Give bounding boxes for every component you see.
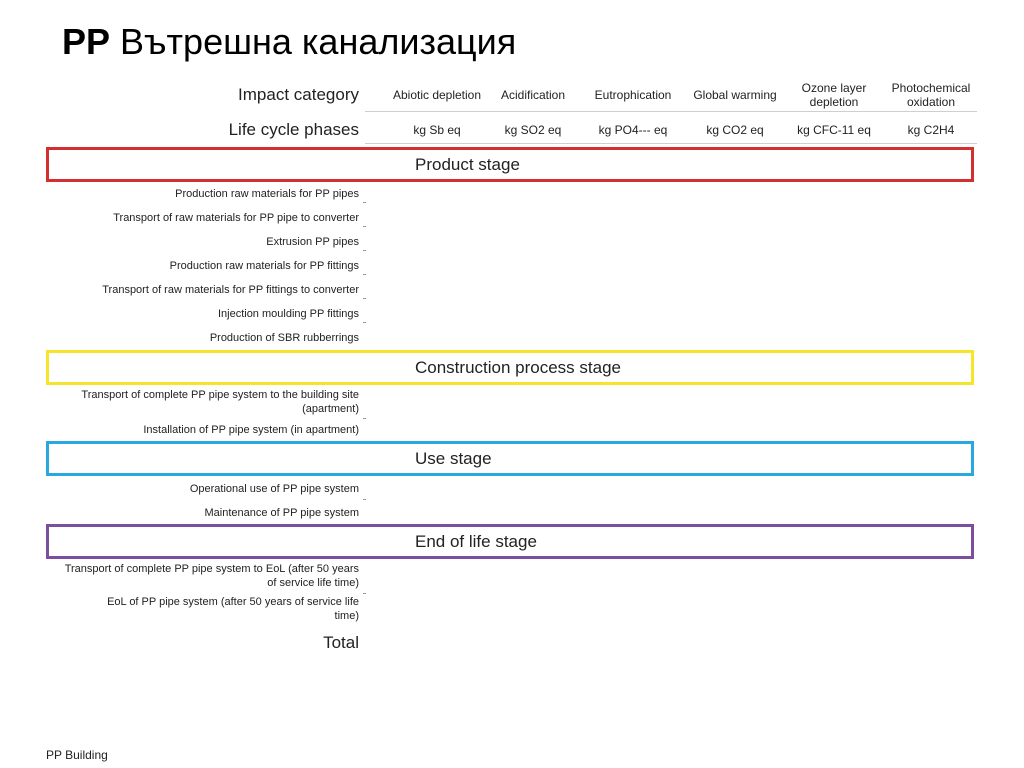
row-transport-to-eol: Transport of complete PP pipe system to EoL (after 50 years of service life time) <box>64 563 359 589</box>
end-of-life-stage-box <box>46 524 974 559</box>
row-transport-raw-materials-pp-pipe: Transport of raw materials for PP pipe to converter <box>113 212 359 224</box>
unit-eutrophication: kg PO4--- eq <box>598 123 668 137</box>
col-photochemical-oxidation: Photochemical oxidation <box>891 81 971 109</box>
row-tick <box>363 250 366 251</box>
header-divider <box>365 111 977 112</box>
row-tick <box>363 593 366 594</box>
unit-acidification: kg SO2 eq <box>504 123 562 137</box>
life-cycle-phases-label: Life cycle phases <box>228 120 359 139</box>
unit-ozone-layer-depletion: kg CFC-11 eq <box>797 123 871 137</box>
row-eol-pp-pipe-system: EoL of PP pipe system (after 50 years of service life time) <box>107 596 359 622</box>
col-eutrophication: Eutrophication <box>594 88 672 102</box>
row-tick <box>363 499 366 500</box>
unit-abiotic-depletion: kg Sb eq <box>413 123 461 137</box>
col-acidification: Acidification <box>500 88 566 102</box>
row-tick <box>363 418 366 419</box>
use-stage-box <box>46 441 974 476</box>
units-divider <box>365 143 977 144</box>
row-installation-pp-pipe-system: Installation of PP pipe system (in apartment) <box>143 424 359 436</box>
row-production-sbr-rubberrings: Production of SBR rubberrings <box>209 332 359 344</box>
row-production-raw-materials-pp-fittings: Production raw materials for PP fittings <box>169 260 359 272</box>
row-extrusion-pp-pipes: Extrusion PP pipes <box>266 236 359 248</box>
product-stage-label: Product stage <box>415 154 520 174</box>
row-transport-to-building-site: Transport of complete PP pipe system to the building site (apartment) <box>81 389 359 415</box>
page-title <box>62 20 516 64</box>
row-maintenance: Maintenance of PP pipe system <box>204 507 359 519</box>
impact-category-label: Impact category <box>238 85 359 104</box>
row-tick <box>363 202 366 203</box>
row-tick <box>363 274 366 275</box>
total-label: Total <box>323 633 359 652</box>
title-bold: PP <box>62 21 111 62</box>
row-tick <box>363 298 366 299</box>
end-of-life-stage-label: End of life stage <box>415 531 537 551</box>
col-ozone-layer-depletion: Ozone layer depletion <box>801 81 867 109</box>
row-tick <box>363 322 366 323</box>
product-stage-box <box>46 147 974 182</box>
row-tick <box>363 226 366 227</box>
row-operational-use: Operational use of PP pipe system <box>189 483 359 495</box>
title-text: Вътрешна канализация <box>120 21 517 62</box>
unit-global-warming: kg CO2 eq <box>706 123 764 137</box>
col-global-warming: Global warming <box>693 88 777 102</box>
construction-stage-box <box>46 350 974 385</box>
row-injection-moulding-pp-fittings: Injection moulding PP fittings <box>217 308 359 320</box>
use-stage-label: Use stage <box>415 448 492 468</box>
row-production-raw-materials-pp-pipes: Production raw materials for PP pipes <box>175 188 359 200</box>
unit-photochemical-oxidation: kg C2H4 <box>907 123 955 137</box>
construction-stage-label: Construction process stage <box>415 357 621 377</box>
footer-text: PP Building <box>46 748 108 762</box>
row-transport-raw-materials-pp-fittings: Transport of raw materials for PP fittings to converter <box>102 284 359 296</box>
col-abiotic-depletion: Abiotic depletion <box>392 88 482 102</box>
